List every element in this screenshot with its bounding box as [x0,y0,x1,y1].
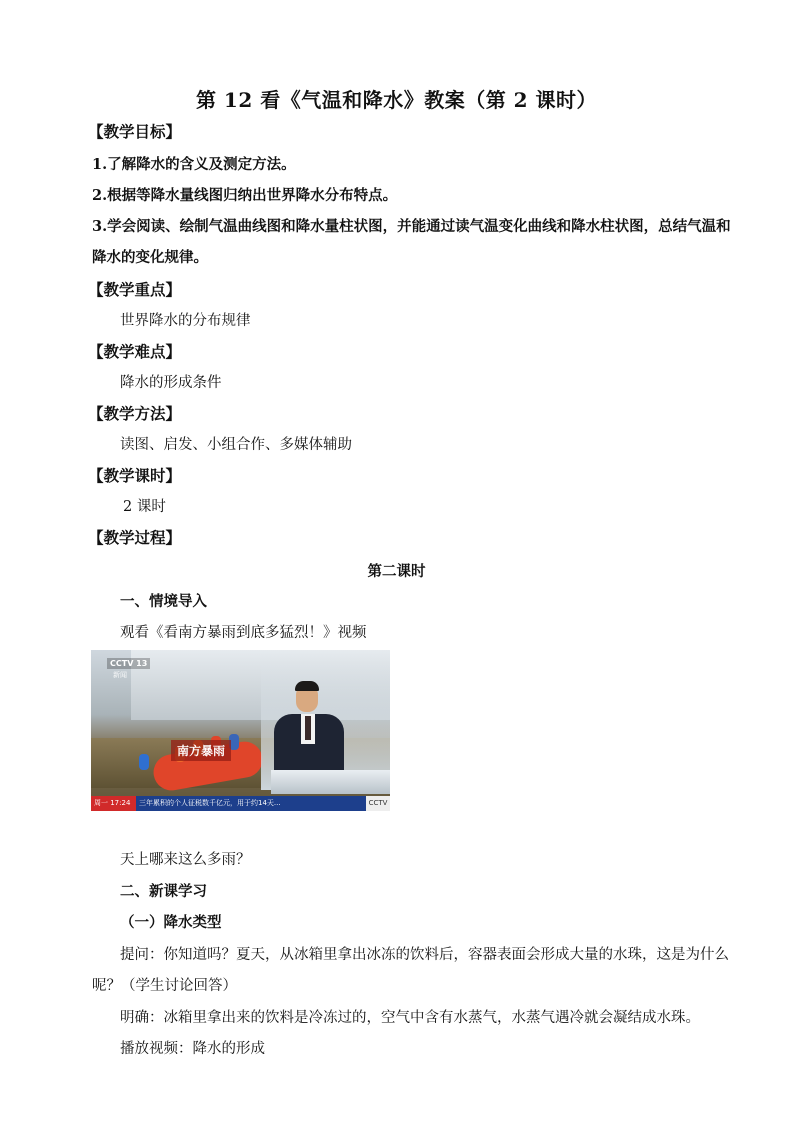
news-video-still [91,650,390,811]
difficulty-heading: 【教学难点】 [88,342,182,361]
question-text: 天上哪来这么多雨？ [120,852,251,868]
part1-heading: 一、情境导入 [120,593,207,610]
clarify-text: 明确：冰箱里拿出来的饮料是冷冻过的，空气中含有水蒸气，水蒸气遇冷就会凝结成水珠。 [120,1010,700,1026]
key-point-heading: 【教学重点】 [88,280,182,299]
ask-line-2: 呢？（学生讨论回答） [92,978,237,994]
method-heading: 【教学方法】 [88,404,182,423]
ticker-channel: CCTV [366,796,390,811]
objective-item-2: 2.根据等降水量线图归纳出世界降水分布特点。 [92,187,398,204]
sub1-heading: （一）降水类型 [120,914,222,931]
hours-heading: 【教学课时】 [88,466,182,485]
objective-item-3-continued: 降水的变化规律。 [92,249,208,266]
channel-logo: CCTV 13 [107,658,150,669]
ask-line-1: 提问：你知道吗？夏天，从冰箱里拿出冰冻的饮料后，容器表面会形成大量的水珠，这是为什么 [120,947,729,963]
video-caption: 南方暴雨 [171,740,231,761]
key-point-text: 世界降水的分布规律 [120,313,251,329]
difficulty-text: 降水的形成条件 [120,375,222,391]
lesson-title: 第二课时 [367,563,426,580]
method-text: 读图、启发、小组合作、多媒体辅助 [120,437,352,453]
anchor-tie [305,716,311,740]
part2-heading: 二、新课学习 [120,883,207,900]
channel-sub: 新闻 [113,671,127,679]
objective-item-1: 1.了解降水的含义及测定方法。 [92,156,296,173]
objective-item-3: 3.学会阅读、绘制气温曲线图和降水量柱状图，并能通过读气温变化曲线和降水柱状图，总结气温和 [92,218,731,235]
hours-text: 2 课时 [123,499,166,515]
play-video-text: 播放视频：降水的形成 [120,1041,265,1057]
process-heading: 【教学过程】 [88,528,182,547]
anchor-hair [295,681,319,691]
news-desk [271,770,390,794]
objectives-heading: 【教学目标】 [88,122,182,141]
ticker-time: 周一 17:24 [91,796,136,811]
part1-text: 观看《看南方暴雨到底多猛烈！》视频 [120,625,367,641]
ticker-text: 三年累积的个人征税数千亿元，用于约14天... [139,799,281,807]
document-title: 第 12 看《气温和降水》教案（第 2 课时） [195,88,598,112]
rescuer-figure [139,754,149,770]
